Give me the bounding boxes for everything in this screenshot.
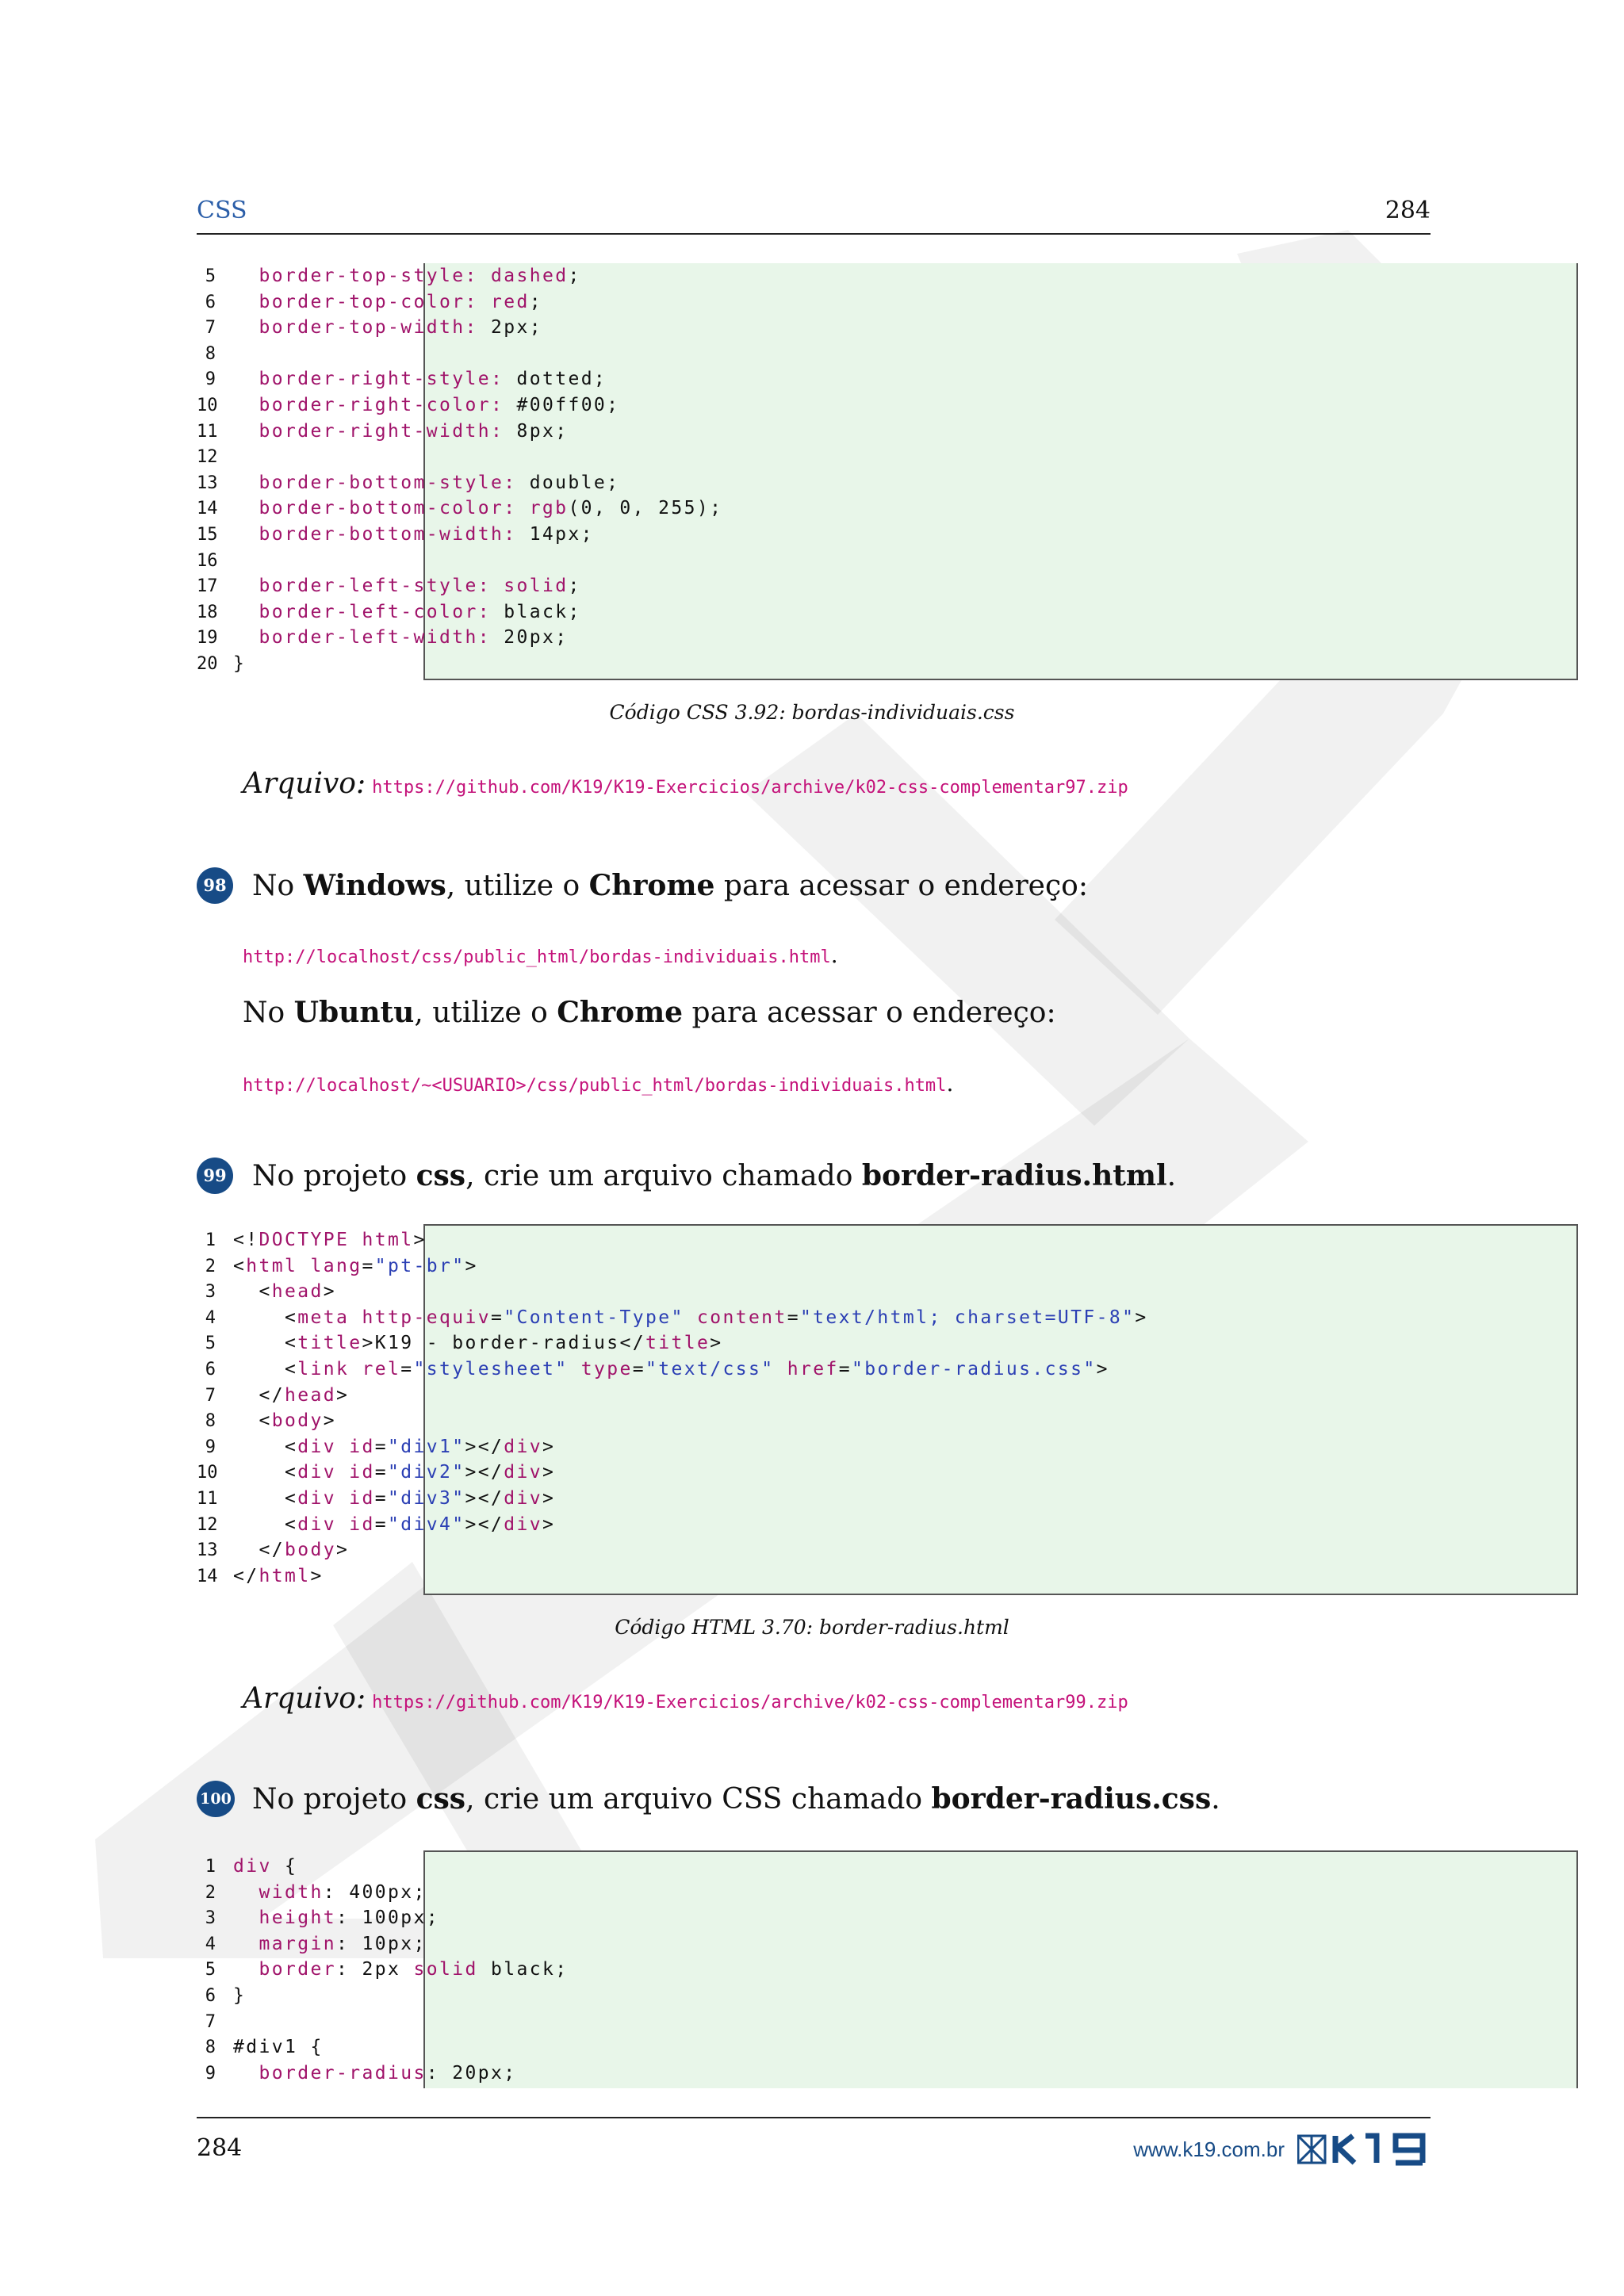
exercise-number-badge: 100 xyxy=(197,1781,235,1817)
line-code: #div1 { xyxy=(233,2037,324,2058)
line-code: <meta http-equiv="Content-Type" content="text/html; charset=UTF-8"> xyxy=(233,1307,1148,1328)
line-code: <div id="div4"></div> xyxy=(233,1513,556,1535)
code-box xyxy=(423,1850,1578,2088)
page-footer xyxy=(197,2117,1431,2174)
line-number: 18 xyxy=(197,602,218,622)
exercise-text: No Windows, utilize o Chrome para acessar o endereço: xyxy=(252,869,1088,902)
line-number: 13 xyxy=(197,473,218,493)
code-box xyxy=(423,1224,1578,1595)
file-download-line xyxy=(243,1682,1128,1715)
line-code: height: 100px; xyxy=(233,1908,439,1929)
line-number: 9 xyxy=(205,369,216,390)
line-number: 3 xyxy=(205,1282,216,1303)
line-code: <div id="div3"></div> xyxy=(233,1488,556,1509)
line-code: <div id="div2"></div> xyxy=(233,1462,556,1483)
code-listing-border-radius-css xyxy=(197,1850,1386,2088)
line-number: 6 xyxy=(205,1986,216,2006)
line-code: border-right-style: dotted; xyxy=(233,369,607,390)
line-number: 5 xyxy=(205,1334,216,1354)
line-code: div { xyxy=(233,1856,298,1877)
k19-logo-icon xyxy=(1297,2133,1431,2166)
line-number: 12 xyxy=(197,447,218,468)
line-number: 7 xyxy=(205,318,216,339)
code-listing-border-radius-html xyxy=(197,1224,1386,1597)
line-number: 7 xyxy=(205,2011,216,2032)
download-link[interactable]: https://github.com/K19/K19-Exercicios/archive/k02-css-complementar99.zip xyxy=(372,1693,1128,1712)
line-code: border-top-width: 2px; xyxy=(233,317,542,339)
line-code: </html> xyxy=(233,1565,324,1586)
exercise-number-badge: 99 xyxy=(197,1158,233,1194)
line-number: 5 xyxy=(205,1960,216,1980)
line-number: 8 xyxy=(205,343,216,364)
exercise-text: No projeto css, crie um arquivo chamado border-radius.html. xyxy=(252,1159,1177,1192)
line-number: 4 xyxy=(205,1307,216,1328)
code-caption: Código HTML 3.70: border-radius.html xyxy=(615,1616,1009,1639)
line-number: 8 xyxy=(205,1411,216,1432)
line-code: <head> xyxy=(233,1281,336,1303)
line-number: 2 xyxy=(205,1256,216,1276)
line-code: </body> xyxy=(233,1540,350,1561)
line-number: 16 xyxy=(197,550,218,571)
windows-url[interactable]: http://localhost/css/public_html/bordas-individuais.html. xyxy=(243,942,838,968)
line-code: width: 400px; xyxy=(233,1881,427,1903)
line-number: 7 xyxy=(205,1385,216,1406)
website-link[interactable]: www.k19.com.br xyxy=(1133,2137,1285,2161)
line-number: 8 xyxy=(205,2038,216,2058)
line-number: 5 xyxy=(205,266,216,286)
page-header xyxy=(197,197,1431,235)
line-code: <div id="div1"></div> xyxy=(233,1436,556,1457)
line-code: border-left-color: black; xyxy=(233,601,581,622)
line-code: border-left-width: 20px; xyxy=(233,627,569,649)
line-code: border-radius: 20px; xyxy=(233,2062,517,2084)
line-code: <title>K19 - border-radius</title> xyxy=(233,1333,723,1354)
line-code: </head> xyxy=(233,1384,350,1406)
ubuntu-instruction: No Ubuntu, utilize o Chrome para acessar o endereço: xyxy=(243,996,1056,1029)
line-number: 14 xyxy=(197,499,218,519)
exercise-text: No projeto css, crie um arquivo CSS chamado border-radius.css. xyxy=(252,1782,1220,1816)
line-number: 19 xyxy=(197,628,218,649)
line-number: 6 xyxy=(205,292,216,312)
line-number: 12 xyxy=(197,1514,218,1535)
line-code: border-right-color: #00ff00; xyxy=(233,395,620,415)
line-code: <html lang="pt-br"> xyxy=(233,1255,478,1276)
line-number: 3 xyxy=(205,1908,216,1929)
header-page-number: 284 xyxy=(1385,197,1431,224)
line-number: 15 xyxy=(197,525,218,545)
line-code: <link rel="stylesheet" type="text/css" href="border-radius.css"> xyxy=(233,1359,1109,1380)
line-code: border-bottom-style: double; xyxy=(233,472,620,493)
line-number: 4 xyxy=(205,1934,216,1954)
line-code: border-bottom-width: 14px; xyxy=(233,524,594,545)
file-download-line xyxy=(243,767,1128,800)
line-code: <body> xyxy=(233,1410,336,1432)
line-code: <!DOCTYPE html> xyxy=(233,1230,427,1250)
line-code: border-top-color: red; xyxy=(233,291,542,312)
line-number: 20 xyxy=(197,654,218,674)
line-number: 10 xyxy=(197,396,218,415)
line-number: 6 xyxy=(205,1360,216,1380)
line-code: border: 2px solid black; xyxy=(233,1959,569,1980)
line-number: 11 xyxy=(197,1489,218,1509)
line-number: 11 xyxy=(197,421,218,442)
arquivo-label: Arquivo: xyxy=(243,767,366,800)
line-code: margin: 10px; xyxy=(233,1933,427,1954)
line-number: 17 xyxy=(197,576,218,597)
line-code: border-bottom-color: rgb(0, 0, 255); xyxy=(233,498,723,519)
ubuntu-url[interactable]: http://localhost/~<USUARIO>/css/public_html/bordas-individuais.html. xyxy=(243,1070,954,1096)
line-number: 13 xyxy=(197,1540,218,1561)
line-number: 2 xyxy=(205,1882,216,1903)
exercise-number-badge: 98 xyxy=(197,867,233,904)
line-number: 9 xyxy=(205,2063,216,2084)
code-caption: Código CSS 3.92: bordas-individuais.css xyxy=(609,701,1015,724)
arquivo-label: Arquivo: xyxy=(243,1682,366,1715)
line-code: } xyxy=(233,653,247,674)
line-number: 14 xyxy=(197,1566,218,1586)
footer-page-number: 284 xyxy=(197,2134,243,2162)
line-code: } xyxy=(233,1985,247,2006)
line-code: border-right-width: 8px; xyxy=(233,420,569,442)
chapter-title: CSS xyxy=(197,197,247,224)
line-code: border-top-style: dashed; xyxy=(233,266,581,286)
line-number: 1 xyxy=(205,1857,216,1877)
code-listing-bordas-individuais xyxy=(197,263,1386,682)
line-code: border-left-style: solid; xyxy=(233,576,581,597)
line-number: 10 xyxy=(197,1463,218,1483)
download-link[interactable]: https://github.com/K19/K19-Exercicios/archive/k02-css-complementar97.zip xyxy=(372,778,1128,798)
line-number: 1 xyxy=(205,1230,216,1250)
line-number: 9 xyxy=(205,1437,216,1457)
